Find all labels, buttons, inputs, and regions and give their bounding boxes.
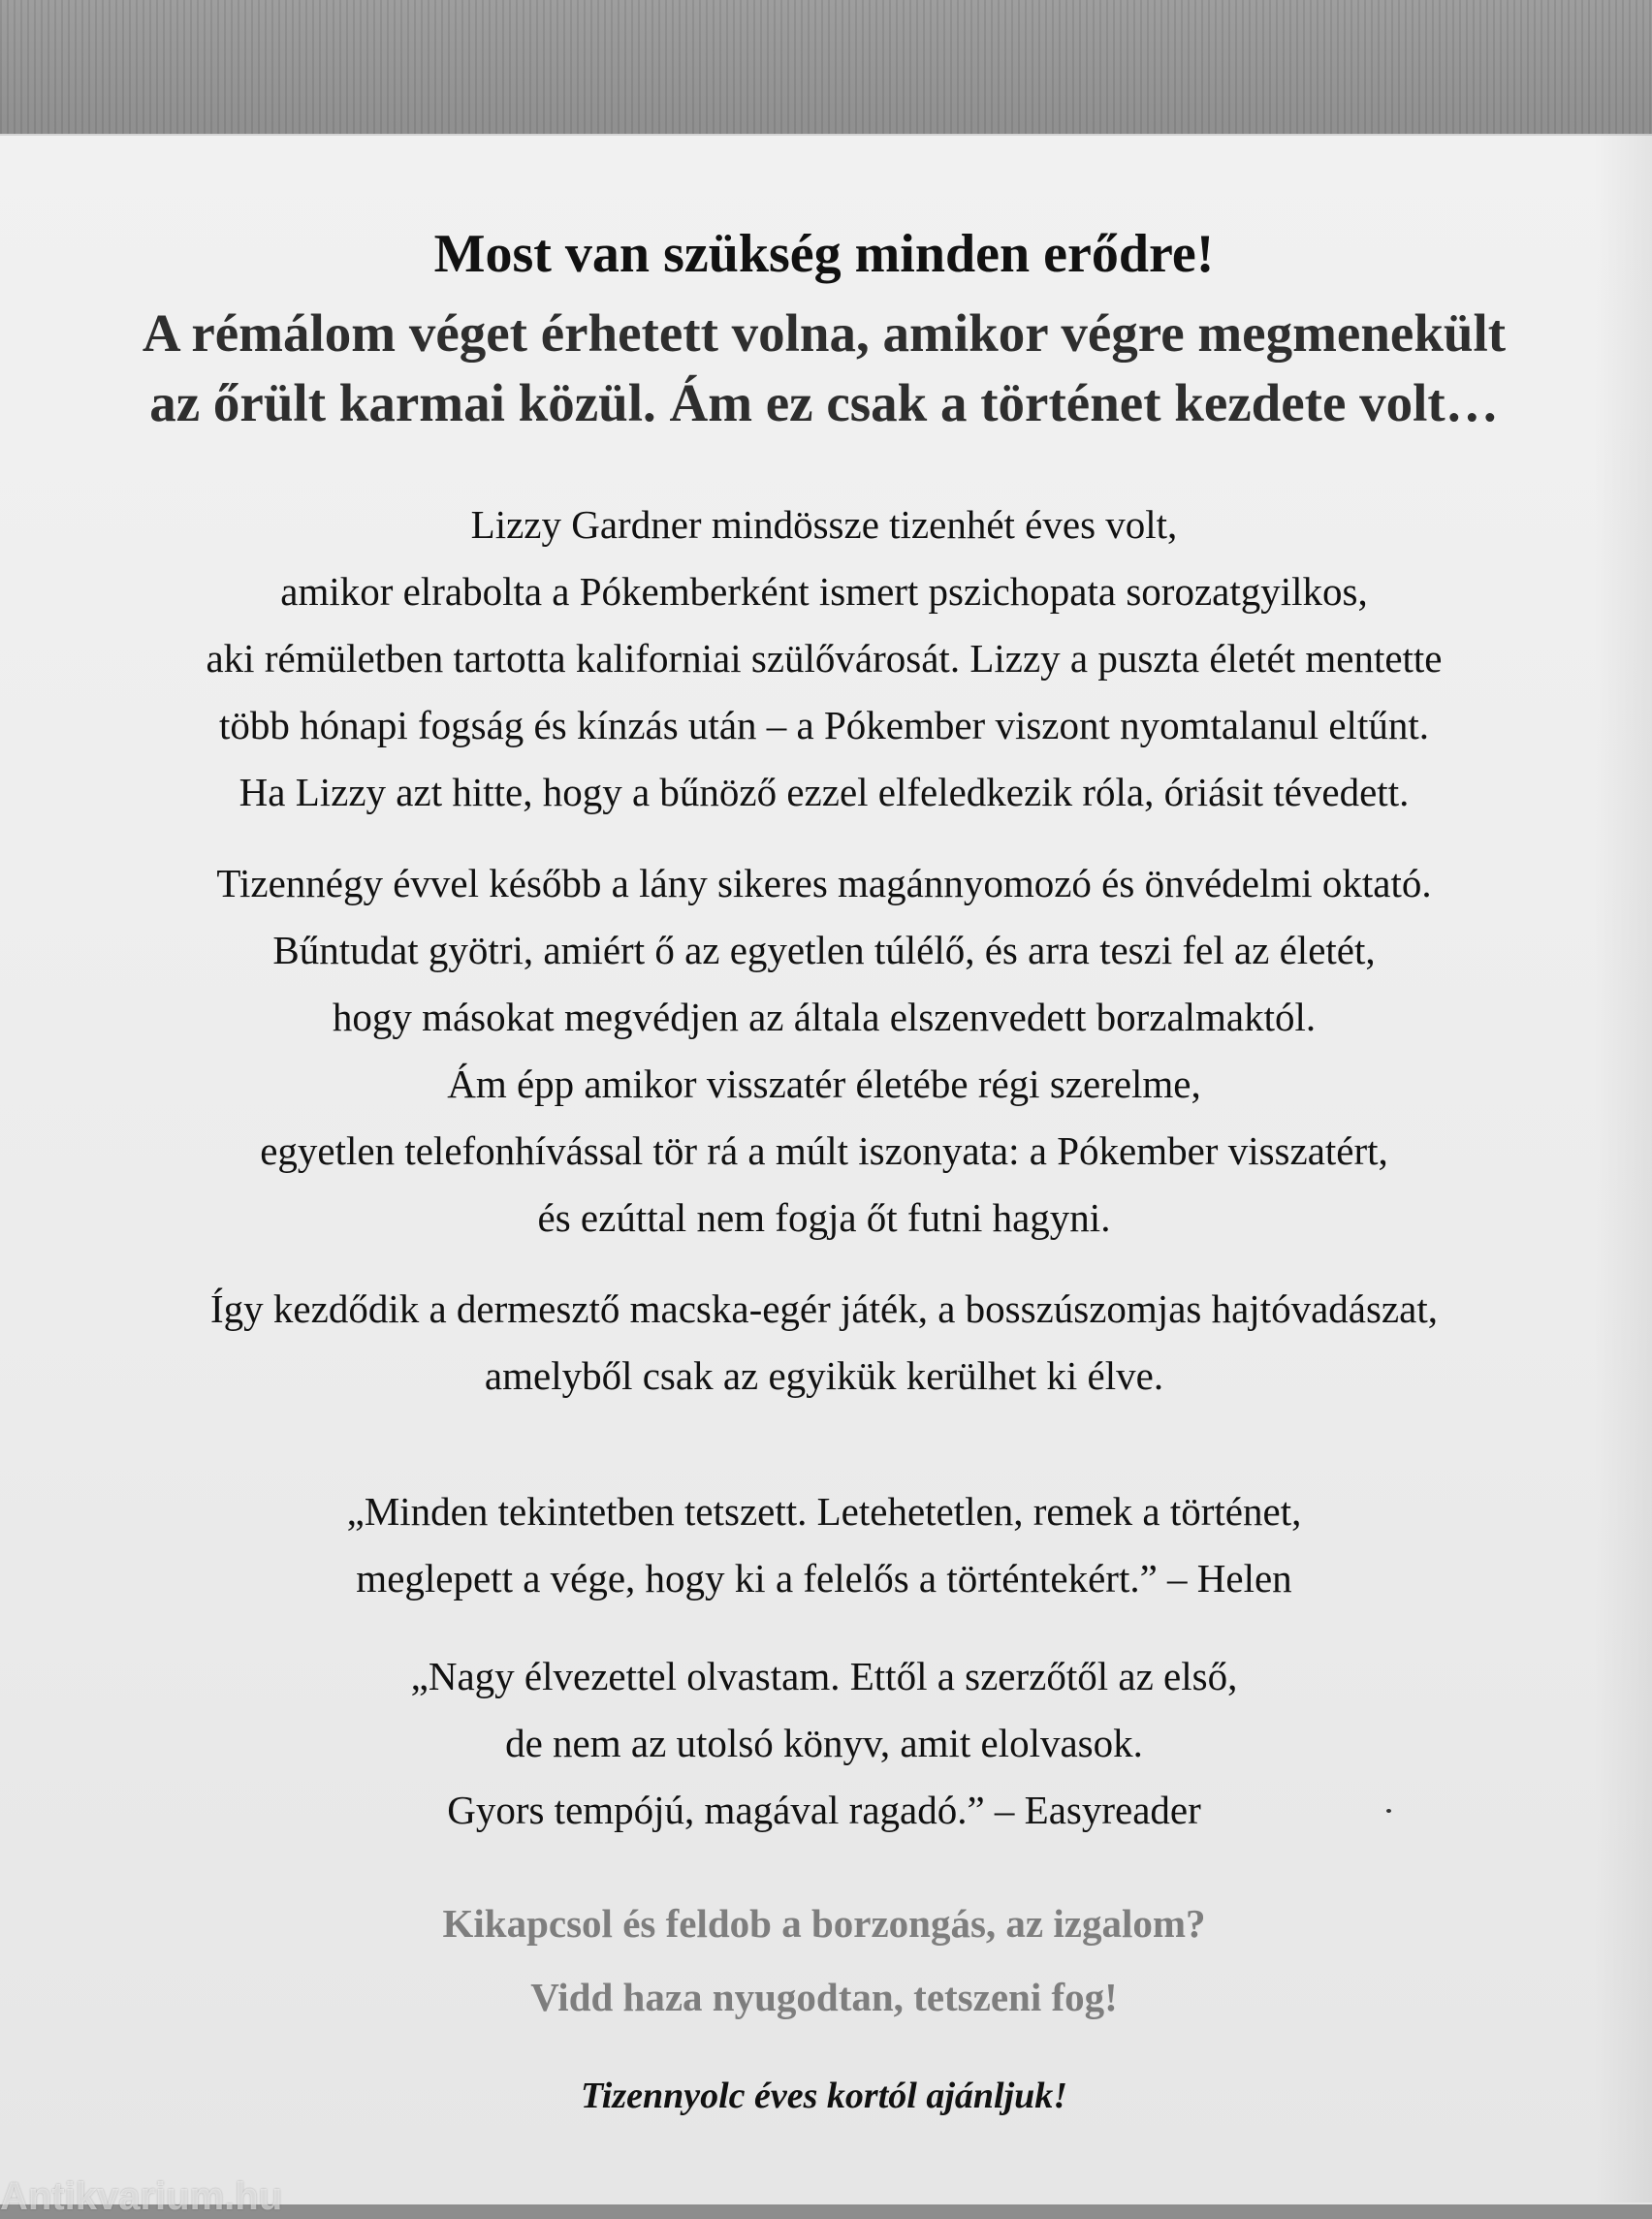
synopsis-line: hogy másokat megvédjen az általa elszenvedett borzalmaktól. bbox=[332, 995, 1317, 1039]
synopsis-line: Így kezdődik a dermesztő macska-egér játék, a bosszúszomjas hajtóvadászat, bbox=[210, 1286, 1438, 1331]
age-recommendation: Tizennyolc éves kortól ajánljuk! bbox=[580, 2076, 1068, 2116]
synopsis-line: amelyből csak az egyikük kerülhet ki élve. bbox=[484, 1353, 1164, 1398]
quote-line: Gyors tempójú, magával ragadó.” – Easyreader bbox=[447, 1788, 1201, 1832]
synopsis-line: több hónapi fogság és kínzás után – a Pókember viszont nyomtalanul eltűnt. bbox=[219, 703, 1429, 747]
call-to-action bbox=[39, 1886, 1609, 2034]
section-spacer bbox=[39, 1434, 1609, 1478]
synopsis-line: Lizzy Gardner mindössze tizenhét éves volt, bbox=[470, 502, 1178, 547]
cta-line: Kikapcsol és feldob a borzongás, az izgalom? bbox=[442, 1901, 1206, 1946]
synopsis-paragraph-3 bbox=[39, 1276, 1609, 1410]
subheadline-line: az őrült karmai közül. Ám ez csak a történet kezdete volt… bbox=[149, 373, 1499, 432]
subheadline-line: A rémálom véget érhetett volna, amikor végre megmenekült bbox=[142, 303, 1507, 363]
synopsis-line: Tizennégy évvel később a lány sikeres magánnyomozó és önvédelmi oktató. bbox=[216, 861, 1432, 905]
quote-line: „Minden tekintetben tetszett. Letehetetlen, remek a történet, bbox=[346, 1489, 1302, 1534]
synopsis-line: aki rémületben tartotta kaliforniai szülővárosát. Lizzy a puszta életét mentette bbox=[206, 636, 1443, 681]
synopsis-line: Bűntudat gyötri, amiért ő az egyetlen túlélő, és arra teszi fel az életét, bbox=[272, 928, 1376, 972]
watermark: Antikvarium.hu bbox=[0, 2175, 283, 2218]
quote-line: de nem az utolsó könyv, amit elolvasok. bbox=[505, 1721, 1143, 1765]
headline: Most van szükség minden erődre! bbox=[433, 224, 1215, 284]
reader-quote-2 bbox=[39, 1643, 1609, 1844]
cta-line: Vidd haza nyugodtan, tetszeni fog! bbox=[530, 1975, 1118, 2019]
synopsis-line: Ám épp amikor visszatér életébe régi szerelme, bbox=[447, 1062, 1201, 1106]
synopsis-line: és ezúttal nem fogja őt futni hagyni. bbox=[537, 1195, 1111, 1240]
subheadline bbox=[39, 299, 1609, 438]
back-cover-text bbox=[39, 223, 1609, 2125]
synopsis-line: egyetlen telefonhívással tör rá a múlt iszonyata: a Pókember visszatért, bbox=[260, 1128, 1388, 1173]
synopsis-paragraph-2 bbox=[39, 850, 1609, 1252]
print-speck bbox=[1386, 1809, 1391, 1813]
synopsis-line: amikor elrabolta a Pókemberként ismert pszichopata sorozatgyilkos, bbox=[280, 569, 1368, 614]
quote-line: meglepett a vége, hogy ki a felelős a történtekért.” – Helen bbox=[356, 1556, 1292, 1601]
synopsis-line: Ha Lizzy azt hitte, hogy a bűnöző ezzel elfeledkezik róla, óriásit tévedett. bbox=[238, 770, 1410, 814]
synopsis-paragraph-1 bbox=[39, 491, 1609, 826]
quote-line: „Nagy élvezettel olvastam. Ettől a szerzőtől az első, bbox=[410, 1654, 1238, 1698]
reader-quote-1 bbox=[39, 1478, 1609, 1612]
background-surface bbox=[0, 0, 1652, 145]
